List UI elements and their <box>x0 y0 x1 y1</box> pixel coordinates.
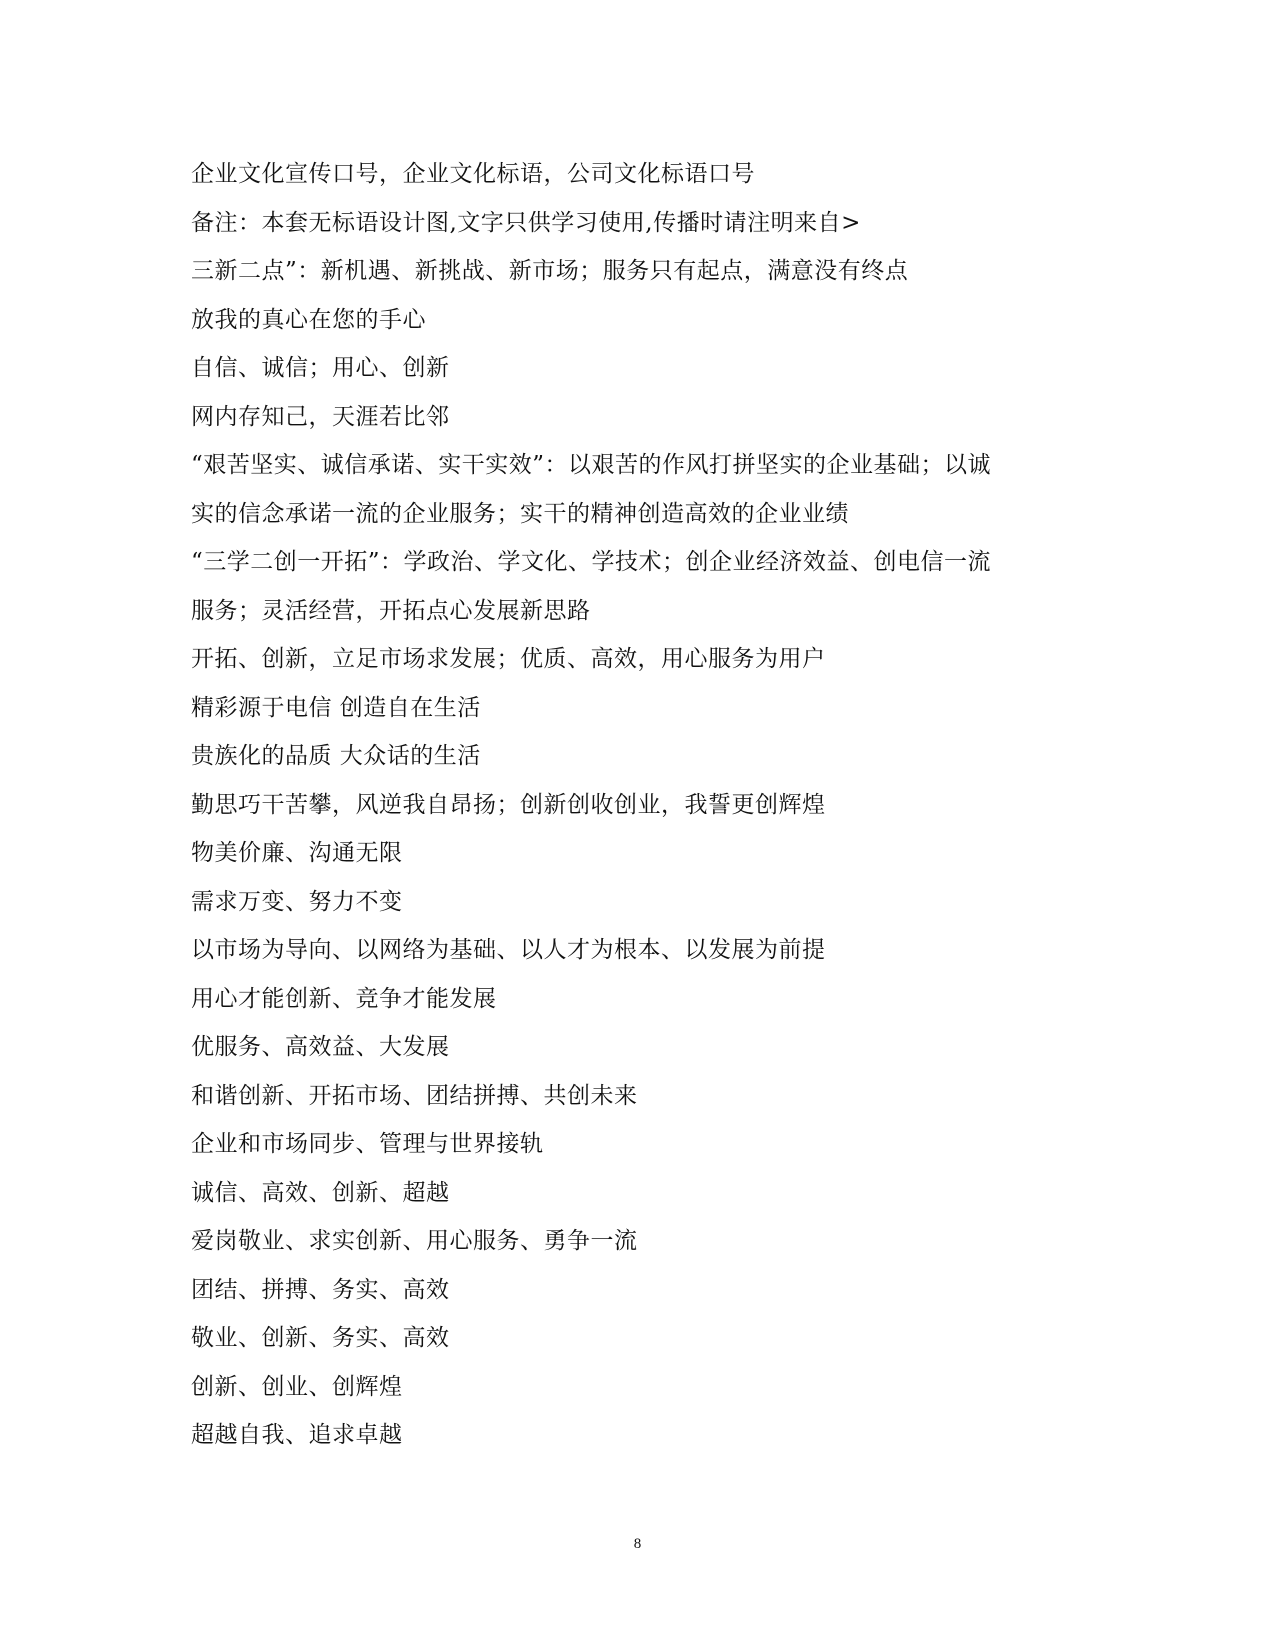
text-line: 创新、创业、创辉煌 <box>191 1373 403 1400</box>
text-line: 需求万变、努力不变 <box>191 888 403 915</box>
page-number: 8 <box>633 1536 642 1552</box>
document-body <box>191 150 1071 1460</box>
text-line: 物美价廉、沟通无限 <box>191 840 403 866</box>
text-line: 超越自我、追求卓越 <box>191 1422 403 1448</box>
text-line: 优服务、高效益、大发展 <box>191 1034 450 1060</box>
text-line: 服务；灵活经营，开拓点心发展新思路 <box>191 597 591 624</box>
text-line: 网内存知己，天涯若比邻 <box>191 403 450 430</box>
text-line: 爱岗敬业、求实创新、用心服务、勇争一流 <box>191 1228 638 1254</box>
text-line: 自信、诚信；用心、创新 <box>191 355 450 381</box>
text-line: 贵族化的品质 大众话的生活 <box>191 743 481 769</box>
text-line: 放我的真心在您的手心 <box>191 306 426 333</box>
text-line: 用心才能创新、竞争才能发展 <box>191 985 497 1012</box>
text-line: 三新二点”：新机遇、新挑战、新市场；服务只有起点，满意没有终点 <box>191 258 909 284</box>
text-line: “艰苦坚实、诚信承诺、实干实效”：以艰苦的作风打拼坚实的企业基础；以诚 <box>191 452 992 478</box>
text-line: 开拓、创新，立足市场求发展；优质、高效，用心服务为用户 <box>191 646 826 672</box>
text-line: 精彩源于电信 创造自在生活 <box>191 694 481 721</box>
text-line: 企业文化宣传口号，企业文化标语，公司文化标语口号 <box>191 161 755 187</box>
text-line: 实的信念承诺一流的企业服务；实干的精神创造高效的企业业绩 <box>191 500 849 527</box>
text-line: 企业和市场同步、管理与世界接轨 <box>191 1131 544 1157</box>
text-line: 备注：本套无标语设计图,文字只供学习使用,传播时请注明来自> <box>191 209 861 236</box>
text-line: 团结、拼搏、务实、高效 <box>191 1276 450 1303</box>
text-line: 以市场为导向、以网络为基础、以人才为根本、以发展为前提 <box>191 937 826 963</box>
text-line: 勤思巧干苦攀，风逆我自昂扬；创新创收创业，我誓更创辉煌 <box>191 791 826 818</box>
text-line: “三学二创一开拓”：学政治、学文化、学技术；创企业经济效益、创电信一流 <box>191 549 992 575</box>
text-line: 敬业、创新、务实、高效 <box>191 1325 450 1351</box>
text-line: 和谐创新、开拓市场、团结拼搏、共创未来 <box>191 1082 638 1109</box>
text-line: 诚信、高效、创新、超越 <box>191 1179 450 1206</box>
